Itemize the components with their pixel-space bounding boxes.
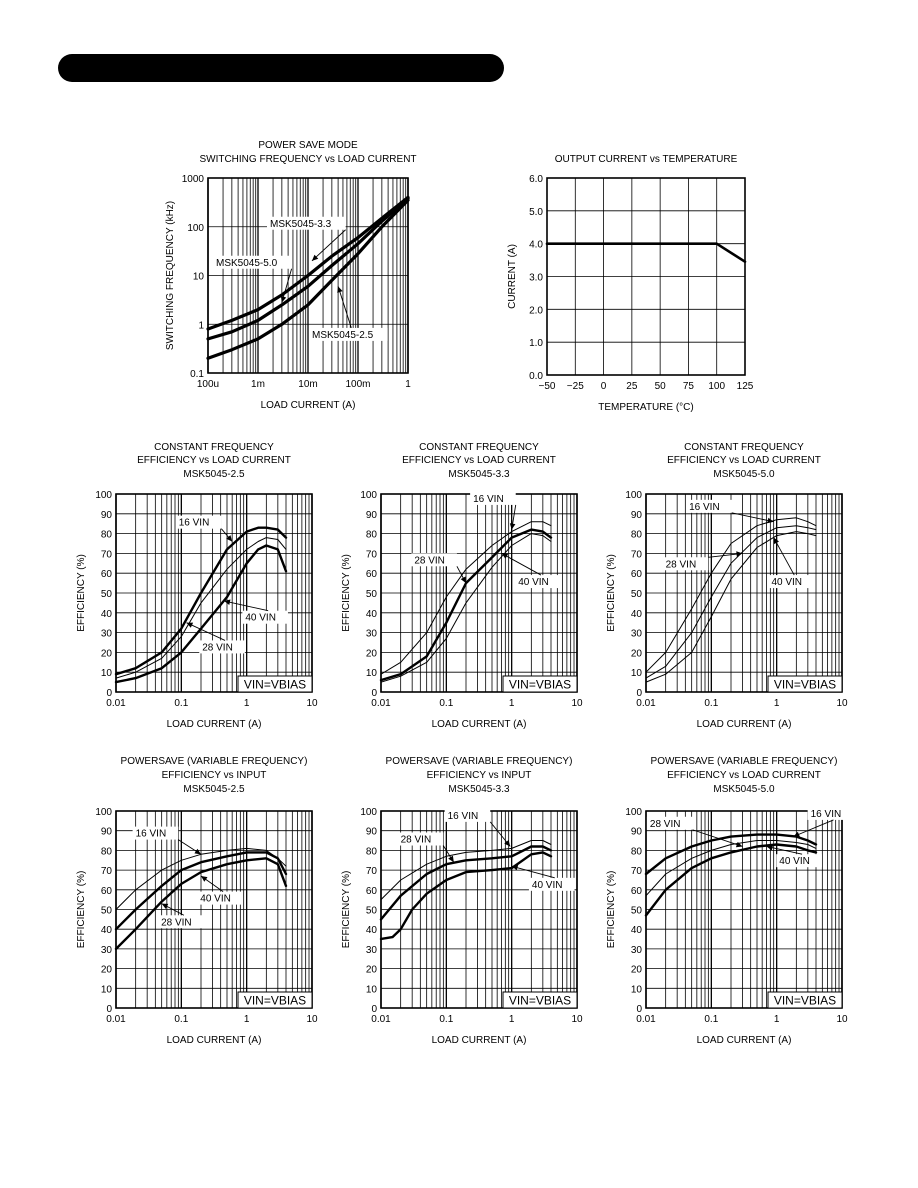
- condition-label: VIN=VBIAS: [243, 993, 307, 1008]
- chart-c2: [507, 154, 754, 413]
- y-tick-label: 90: [100, 509, 112, 521]
- chart-c4: [341, 442, 583, 730]
- y-tick-label: 60: [630, 569, 642, 581]
- y-tick-label: 80: [365, 529, 377, 541]
- x-tick-label: 0.01: [106, 698, 126, 709]
- chart-title-line: MSK5045-3.3: [448, 784, 510, 795]
- x-tick-label: 0.01: [371, 1014, 391, 1025]
- x-tick-label: 1: [773, 698, 780, 709]
- chart-title-line: CONSTANT FREQUENCY: [154, 442, 274, 453]
- y-tick-label: 90: [100, 826, 112, 838]
- annotation-leader: [502, 553, 541, 575]
- annotation-arrowhead: [510, 523, 516, 529]
- x-tick-label: 50: [654, 381, 666, 392]
- y-tick-label: 50: [100, 589, 112, 600]
- x-tick-label: 0.01: [636, 698, 656, 709]
- x-axis-label: LOAD CURRENT (A): [431, 1035, 527, 1046]
- chart-c5: [606, 442, 848, 730]
- y-tick-label: 80: [100, 846, 112, 858]
- chart-c6: [76, 756, 318, 1046]
- x-tick-label: 1: [508, 1014, 515, 1025]
- y-tick-label: 50: [365, 589, 377, 600]
- y-tick-label: 10: [365, 668, 377, 680]
- y-tick-label: 2.0: [529, 305, 543, 317]
- y-tick-label: 0: [106, 1004, 112, 1015]
- y-tick-label: 20: [365, 964, 377, 976]
- x-tick-label: 1: [773, 1014, 780, 1025]
- x-tick-label: 10: [306, 1014, 318, 1025]
- chart-title-line: MSK5045-2.5: [183, 469, 245, 480]
- chart-c3: [76, 442, 318, 730]
- y-tick-label: 100: [625, 490, 642, 501]
- y-tick-label: 10: [630, 668, 642, 680]
- x-tick-label: 10: [836, 1014, 848, 1025]
- series-line: [547, 244, 745, 262]
- y-tick-label: 10: [365, 984, 377, 996]
- x-tick-label: 0: [600, 381, 607, 392]
- y-tick-label: 100: [360, 490, 377, 501]
- y-tick-label: 1000: [181, 174, 204, 185]
- x-tick-label: 75: [682, 381, 694, 392]
- annotation-label: 28 VIN: [161, 917, 192, 929]
- annotation-label: 40 VIN: [518, 577, 549, 589]
- y-tick-label: 60: [365, 569, 377, 581]
- chart-c1: [165, 140, 417, 411]
- chart-title-line: POWERSAVE (VARIABLE FREQUENCY): [120, 756, 308, 767]
- y-tick-label: 100: [95, 490, 112, 501]
- y-tick-label: 100: [360, 807, 377, 818]
- y-tick-label: 70: [630, 866, 642, 878]
- x-tick-label: 1: [243, 1014, 250, 1025]
- y-tick-label: 5.0: [529, 206, 543, 218]
- chart-title-line: EFFICIENCY vs LOAD CURRENT: [402, 455, 556, 466]
- x-tick-label: 10: [571, 698, 583, 709]
- x-tick-label: 25: [626, 381, 638, 392]
- y-tick-label: 90: [630, 826, 642, 838]
- y-tick-label: 0.0: [529, 371, 543, 382]
- y-tick-label: 50: [365, 905, 377, 917]
- annotation-label: 16 VIN: [447, 810, 479, 822]
- y-tick-label: 90: [365, 509, 377, 521]
- y-tick-label: 20: [365, 648, 377, 660]
- y-axis-label: CURRENT (A): [507, 244, 518, 309]
- annotation-label: 28 VIN: [400, 834, 432, 846]
- annotation-label: 40 VIN: [245, 612, 276, 624]
- chart-grid: [547, 178, 745, 375]
- y-tick-label: 40: [100, 925, 112, 937]
- y-tick-label: 6.0: [529, 174, 543, 185]
- chart-title-line: EFFICIENCY vs LOAD CURRENT: [667, 770, 821, 781]
- y-tick-label: 60: [100, 885, 112, 897]
- x-axis-label: LOAD CURRENT (A): [696, 719, 792, 730]
- annotation-label: 28 VIN: [665, 559, 697, 571]
- y-tick-label: 1.0: [529, 338, 543, 350]
- annotation-label: 28 VIN: [414, 555, 445, 567]
- x-tick-label: 1: [405, 379, 411, 390]
- x-tick-label: 100u: [196, 379, 220, 390]
- annotation-label: MSK5045-3.3: [270, 218, 332, 230]
- annotation-label: 40 VIN: [771, 577, 803, 589]
- annotation-leader: [512, 866, 555, 878]
- annotation-label: MSK5045-5.0: [216, 257, 278, 269]
- y-tick-label: 0: [106, 688, 112, 699]
- annotation-label: 40 VIN: [531, 879, 563, 891]
- y-tick-label: 50: [630, 905, 642, 917]
- annotation-label: 16 VIN: [135, 828, 167, 840]
- y-tick-label: 10: [100, 668, 112, 680]
- y-tick-label: 40: [365, 925, 377, 937]
- y-tick-label: 30: [630, 628, 642, 640]
- annotation-arrowhead: [448, 856, 454, 863]
- chart-title-line: POWERSAVE (VARIABLE FREQUENCY): [385, 756, 573, 767]
- x-tick-label: 1: [508, 698, 515, 709]
- chart-title-line: MSK5045-5.0: [713, 469, 775, 480]
- y-tick-label: 30: [100, 944, 112, 956]
- y-tick-label: 40: [100, 608, 112, 620]
- y-tick-label: 100: [187, 222, 204, 234]
- y-tick-label: 10: [192, 271, 204, 283]
- y-tick-label: 90: [630, 509, 642, 521]
- y-axis-label: EFFICIENCY (%): [341, 554, 352, 632]
- y-axis-label: EFFICIENCY (%): [76, 870, 87, 949]
- x-axis-label: LOAD CURRENT (A): [166, 719, 262, 730]
- y-tick-label: 0: [636, 1004, 642, 1015]
- chart-title-line: MSK5045-5.0: [713, 784, 775, 795]
- y-tick-label: 60: [365, 885, 377, 897]
- y-tick-label: 60: [100, 569, 112, 581]
- annotation-leader: [312, 230, 346, 261]
- x-tick-label: −50: [538, 381, 556, 392]
- chart-title-line: POWERSAVE (VARIABLE FREQUENCY): [650, 756, 838, 767]
- x-tick-label: 10: [306, 698, 318, 709]
- x-tick-label: 0.1: [704, 698, 719, 709]
- x-tick-label: 0.1: [174, 1014, 189, 1025]
- x-tick-label: 1: [243, 698, 250, 709]
- x-axis-label: LOAD CURRENT (A): [260, 400, 356, 411]
- annotation-label: 40 VIN: [200, 893, 231, 905]
- x-tick-label: 0.1: [439, 1014, 454, 1025]
- y-tick-label: 30: [365, 628, 377, 640]
- condition-label: VIN=VBIAS: [508, 677, 572, 692]
- chart-title-line: POWER SAVE MODE: [258, 140, 358, 151]
- chart-grid: [116, 811, 312, 1008]
- y-tick-label: 80: [630, 846, 642, 858]
- y-tick-label: 0: [371, 1004, 377, 1015]
- chart-c7: [341, 756, 583, 1046]
- y-tick-label: 100: [625, 807, 642, 818]
- y-tick-label: 30: [100, 628, 112, 640]
- y-tick-label: 70: [100, 866, 112, 878]
- chart-title-line: EFFICIENCY vs LOAD CURRENT: [137, 455, 291, 466]
- x-tick-label: 0.01: [636, 1014, 656, 1025]
- x-axis-label: LOAD CURRENT (A): [166, 1035, 262, 1046]
- y-tick-label: 40: [365, 608, 377, 620]
- chart-title-line: SWITCHING FREQUENCY vs LOAD CURRENT: [199, 154, 417, 165]
- y-tick-label: 30: [630, 944, 642, 956]
- y-tick-label: 50: [630, 589, 642, 600]
- x-tick-label: 0.1: [439, 698, 454, 709]
- annotation-arrowhead: [736, 551, 742, 557]
- x-tick-label: 10: [571, 1014, 583, 1025]
- x-tick-label: 100: [708, 381, 726, 392]
- chart-title-line: MSK5045-3.3: [448, 469, 510, 480]
- x-axis-label: LOAD CURRENT (A): [431, 719, 527, 730]
- x-tick-label: 0.1: [704, 1014, 719, 1025]
- x-tick-label: 1m: [251, 379, 265, 390]
- annotation-arrowhead: [194, 849, 201, 855]
- x-tick-label: 100m: [345, 379, 371, 390]
- y-tick-label: 10: [100, 984, 112, 996]
- y-tick-label: 80: [365, 846, 377, 858]
- chart-title-line: MSK5045-2.5: [183, 784, 245, 795]
- y-tick-label: 70: [365, 866, 377, 878]
- x-tick-label: 0.01: [371, 698, 391, 709]
- x-tick-label: 0.01: [106, 1014, 126, 1025]
- condition-label: VIN=VBIAS: [243, 677, 307, 692]
- annotation-leader: [338, 286, 351, 328]
- y-tick-label: 70: [630, 549, 642, 561]
- condition-label: VIN=VBIAS: [773, 993, 837, 1008]
- y-axis-label: EFFICIENCY (%): [606, 870, 617, 949]
- y-tick-label: 4.0: [529, 239, 543, 251]
- annotation-arrowhead: [337, 286, 342, 293]
- x-tick-label: −25: [566, 381, 584, 392]
- y-tick-label: 40: [630, 608, 642, 620]
- y-tick-label: 0.1: [190, 369, 204, 380]
- chart-title-line: EFFICIENCY vs LOAD CURRENT: [667, 455, 821, 466]
- y-axis-label: EFFICIENCY (%): [76, 554, 87, 632]
- y-tick-label: 40: [630, 925, 642, 937]
- x-axis-label: LOAD CURRENT (A): [696, 1035, 792, 1046]
- chart-grid: [646, 808, 842, 1008]
- annotation-label: 16 VIN: [178, 517, 210, 529]
- chart-title-line: CONSTANT FREQUENCY: [419, 442, 539, 453]
- chart-title-line: OUTPUT CURRENT vs TEMPERATURE: [554, 154, 738, 165]
- y-axis-label: EFFICIENCY (%): [341, 870, 352, 949]
- annotation-label: 28 VIN: [649, 818, 681, 830]
- annotation-label: MSK5045-2.5: [312, 329, 374, 341]
- y-tick-label: 20: [630, 648, 642, 660]
- y-tick-label: 0: [636, 688, 642, 699]
- y-tick-label: 30: [365, 944, 377, 956]
- chart-title-line: CONSTANT FREQUENCY: [684, 442, 804, 453]
- y-tick-label: 60: [630, 885, 642, 897]
- y-tick-label: 70: [100, 549, 112, 561]
- y-tick-label: 1: [198, 320, 204, 332]
- y-tick-label: 100: [95, 807, 112, 818]
- x-tick-label: 10m: [298, 379, 318, 390]
- y-axis-label: EFFICIENCY (%): [606, 554, 617, 632]
- chart-title-line: EFFICIENCY vs INPUT: [161, 770, 267, 781]
- y-tick-label: 10: [630, 984, 642, 996]
- y-tick-label: 0: [371, 688, 377, 699]
- y-tick-label: 80: [100, 529, 112, 541]
- annotation-arrowhead: [201, 876, 208, 882]
- y-tick-label: 20: [100, 964, 112, 976]
- annotation-label: 28 VIN: [202, 642, 233, 654]
- annotation-label: 16 VIN: [473, 493, 504, 505]
- condition-label: VIN=VBIAS: [773, 677, 837, 692]
- x-tick-label: 125: [736, 381, 754, 392]
- y-tick-label: 20: [630, 964, 642, 976]
- annotation-label: 16 VIN: [810, 808, 842, 820]
- y-tick-label: 3.0: [529, 272, 543, 284]
- y-tick-label: 50: [100, 905, 112, 917]
- chart-c8: [606, 756, 853, 1046]
- annotation-label: 16 VIN: [689, 501, 720, 513]
- y-tick-label: 70: [365, 549, 377, 561]
- chart-title-line: EFFICIENCY vs INPUT: [426, 770, 532, 781]
- y-axis-label: SWITCHING FREQUENCY (kHz): [165, 200, 176, 351]
- x-axis-label: TEMPERATURE (°C): [598, 402, 694, 413]
- y-tick-label: 20: [100, 648, 112, 660]
- y-tick-label: 80: [630, 529, 642, 541]
- x-tick-label: 10: [836, 698, 848, 709]
- annotation-label: 40 VIN: [779, 856, 810, 868]
- y-tick-label: 90: [365, 826, 377, 838]
- condition-label: VIN=VBIAS: [508, 993, 572, 1008]
- x-tick-label: 0.1: [174, 698, 189, 709]
